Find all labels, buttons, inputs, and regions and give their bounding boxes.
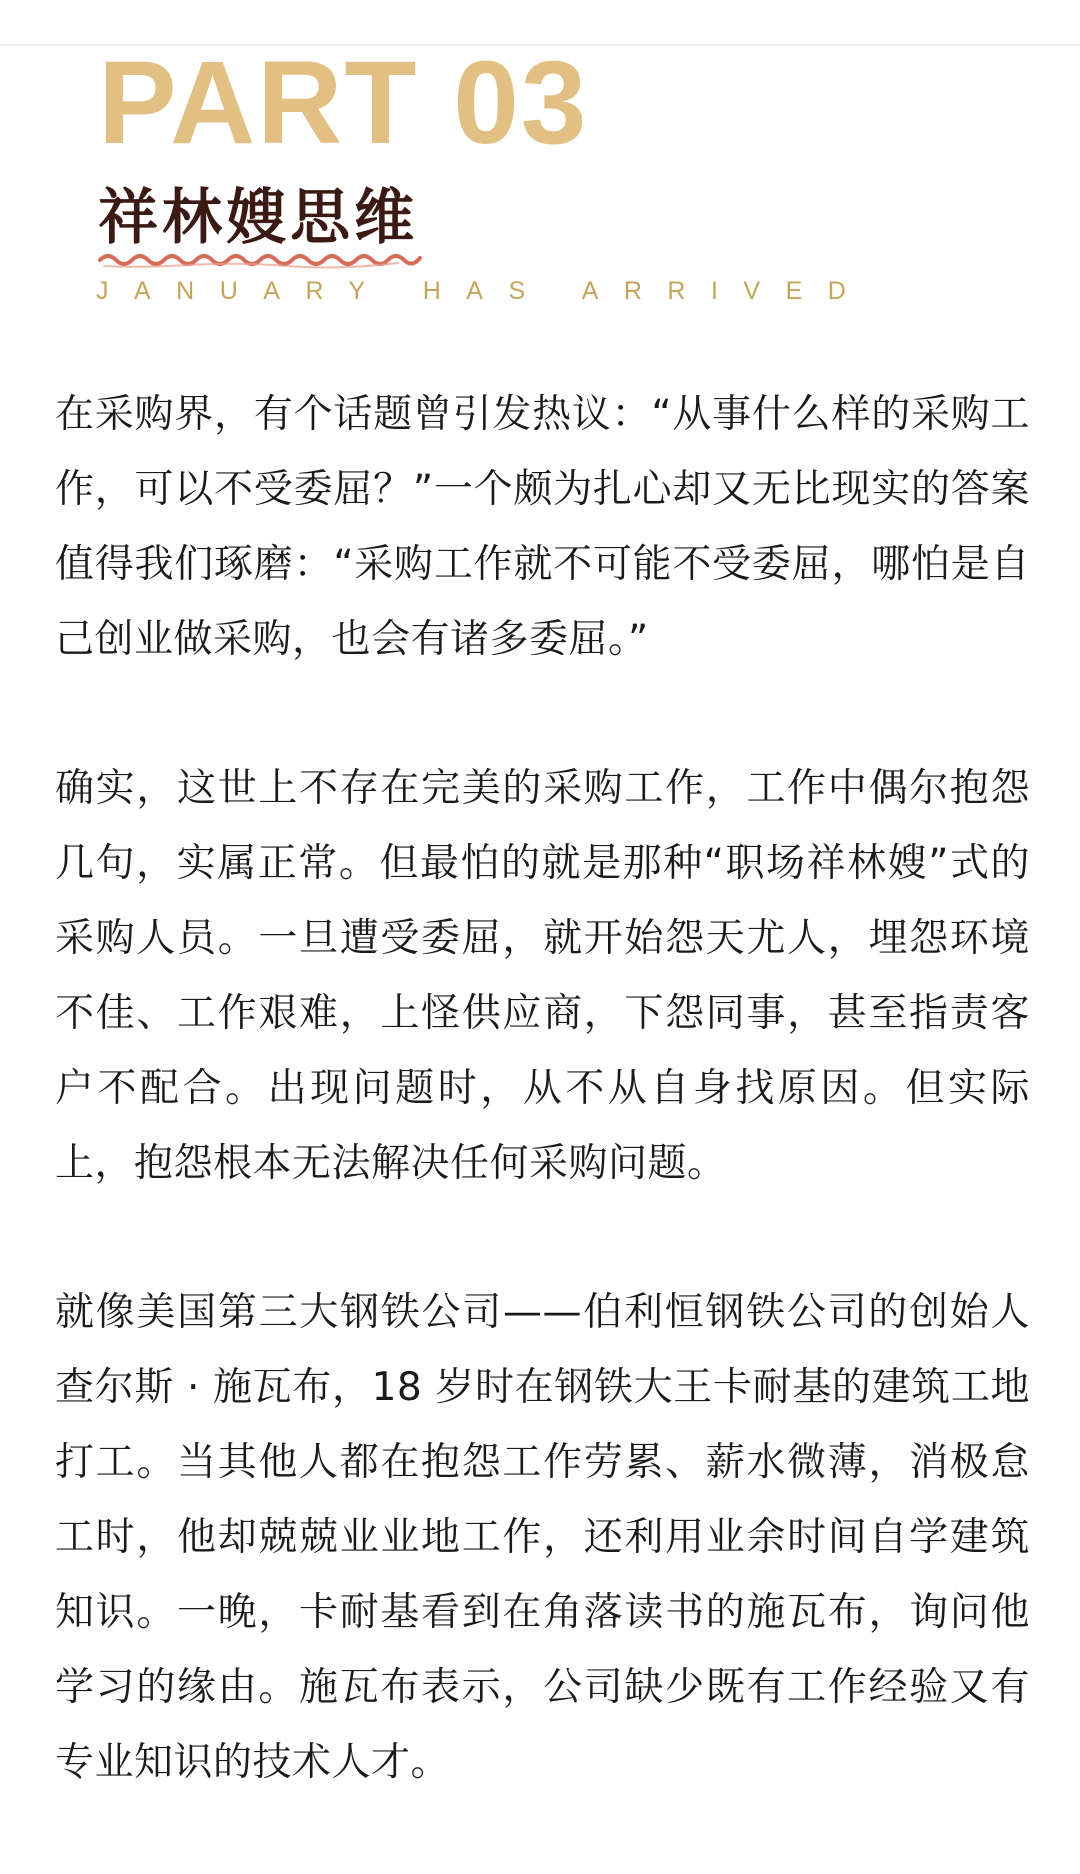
subtitle: JANUARY HAS ARRIVED	[96, 277, 872, 305]
section-title: 祥林嫂思维	[98, 183, 418, 253]
wavy-underline-stroke	[100, 256, 420, 264]
wavy-underline-decoration	[98, 248, 428, 276]
paragraph-3: 就像美国第三大钢铁公司——伯利恒钢铁公司的创始人查尔斯 · 施瓦布，18 岁时在钢铁大王卡耐基的建筑工地打工。当其他人都在抱怨工作劳累、薪水微薄，消极怠工时，他却兢兢业业地工作，还利用业余时间自学建筑知识。一晚，卡耐基看到在角落读书的施瓦布，询问他学习的缘由。施瓦布表示，公司缺少既有工作经验又有专业知识的技术人才。	[55, 1290, 1030, 1785]
article-body	[55, 377, 1030, 1874]
paragraph-1: 在采购界，有个话题曾引发热议：“从事什么样的采购工作，可以不受委屈？”一个颇为扎心却又无比现实的答案值得我们琢磨：“采购工作就不可能不受委屈，哪怕是自己创业做采购，也会有诸多委屈。”	[55, 392, 1030, 662]
part-heading: PART 03	[98, 37, 589, 169]
paragraph-2: 确实，这世上不存在完美的采购工作，工作中偶尔抱怨几句，实属正常。但最怕的就是那种“职场祥林嫂”式的采购人员。一旦遭受委屈，就开始怨天尤人，埋怨环境不佳、工作艰难，上怪供应商，下怨同事，甚至指责客户不配合。出现问题时，从不从自身找原因。但实际上，抱怨根本无法解决任何采购问题。	[55, 766, 1030, 1186]
